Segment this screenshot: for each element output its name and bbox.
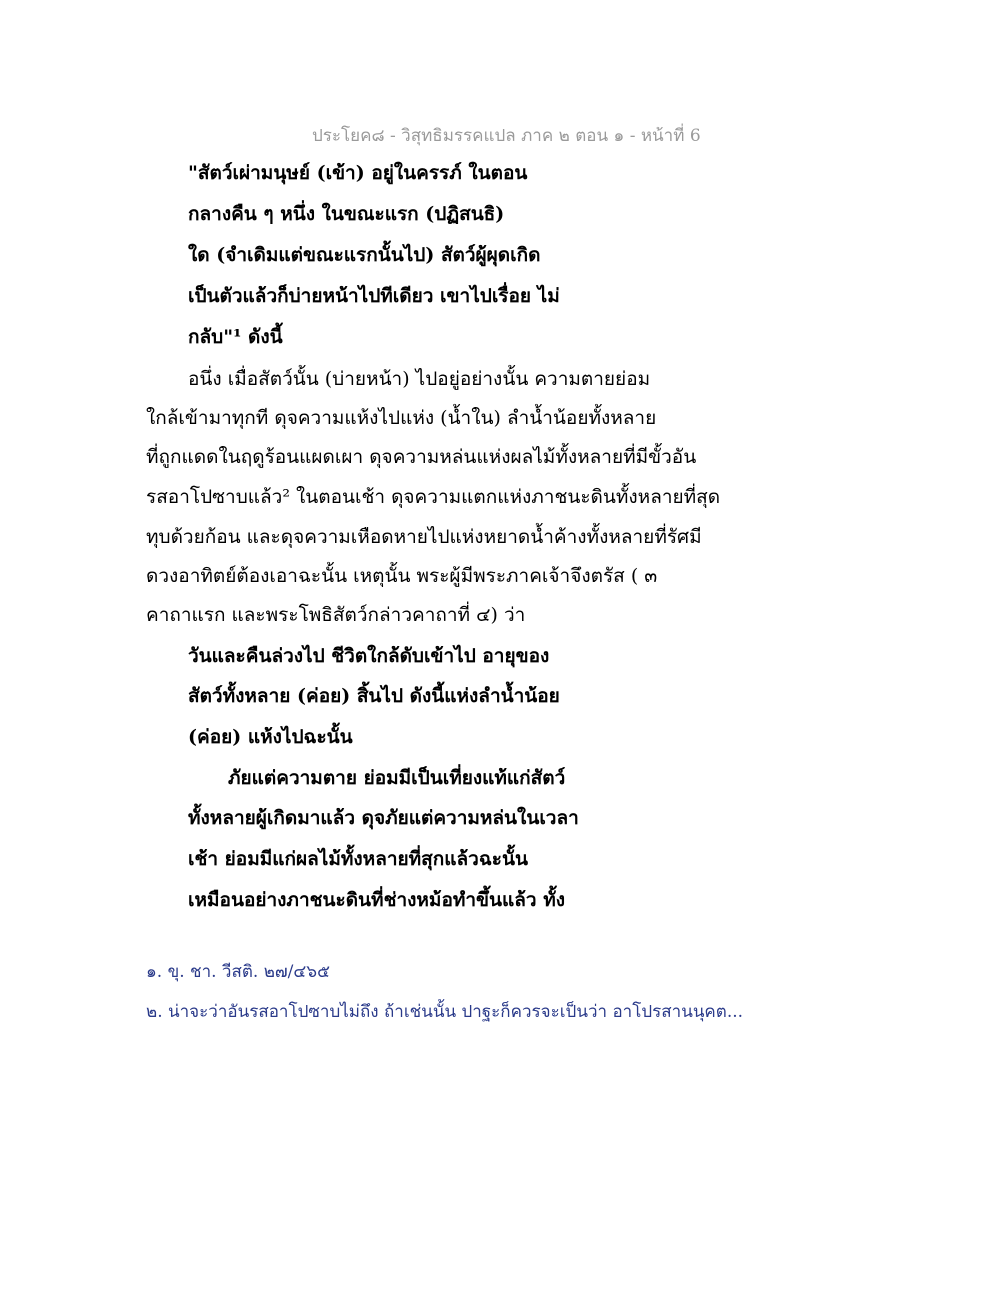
verse-line: ทั้งหลายผู้เกิดมาแล้ว ดุจภัยแต่ความหล่นในเวลา xyxy=(188,807,579,829)
verse-line: วันและคืนล่วงไป ชีวิตใกล้ดับเข้าไป อายุของ xyxy=(188,645,550,667)
prose-line: ทุบด้วยก้อน และดุจความเหือดหายไปแห่งหยาดน้ำค้างทั้งหลายที่รัศมี xyxy=(146,526,702,548)
verse-line: ใด (จำเดิมแต่ขณะแรกนั้นไป) สัตว์ผู้ผุดเกิด xyxy=(188,244,541,266)
verse-line: ภัยแต่ความตาย ย่อมมีเป็นเที่ยงแท้แก่สัตว์ xyxy=(228,767,566,789)
verse-line: เหมือนอย่างภาชนะดินที่ช่างหม้อทำขึ้นแล้ว ทั้ง xyxy=(188,889,566,911)
prose-line: ใกล้เข้ามาทุกที ดุจความแห้งไปแห่ง (น้ำใน) ลำน้ำน้อยทั้งหลาย xyxy=(146,407,657,429)
page-header: ประโยค๘ - วิสุทธิมรรคแปล ภาค ๒ ตอน ๑ - หน้าที่ 6 xyxy=(312,126,701,146)
verse-line: "สัตว์เผ่ามนุษย์ (เข้า) อยู่ในครรภ์ ในตอน xyxy=(188,162,528,184)
verse-line: กลับ"¹ ดังนี้ xyxy=(188,326,283,348)
verse-line: (ค่อย) แห้งไปฉะนั้น xyxy=(188,726,353,748)
verse-line: สัตว์ทั้งหลาย (ค่อย) สิ้นไป ดังนี้แห่งลำน้ำน้อย xyxy=(188,685,560,707)
verse-line: กลางคืน ๆ หนึ่ง ในขณะแรก (ปฏิสนธิ) xyxy=(188,203,505,225)
prose-line: อนึ่ง เมื่อสัตว์นั้น (บ่ายหน้า) ไปอยู่อย่างนั้น ความตายย่อม xyxy=(188,368,651,390)
prose-line: คาถาแรก และพระโพธิสัตว์กล่าวคาถาที่ ๔) ว่า xyxy=(146,604,526,626)
prose-line: ที่ถูกแดดในฤดูร้อนแผดเผา ดุจความหล่นแห่งผลไม้ทั้งหลายที่มีขั้วอัน xyxy=(146,446,697,468)
footnote: ๑. ขุ. ชา. วีสติ. ๒๗/๔๖๕ xyxy=(146,962,330,982)
prose-line: ดวงอาทิตย์ต้องเอาฉะนั้น เหตุนั้น พระผู้มีพระภาคเจ้าจึงตรัส ( ๓ xyxy=(146,565,658,587)
verse-line: เป็นตัวแล้วก็บ่ายหน้าไปทีเดียว เขาไปเรื่อย ไม่ xyxy=(188,285,560,307)
footnote: ๒. น่าจะว่าอันรสอาโปซาบไม่ถึง ถ้าเช่นนั้น ปาฐะก็ควรจะเป็นว่า อาโปรสานนุคต... xyxy=(146,1002,744,1022)
verse-line: เช้า ย่อมมีแก่ผลไม้ทั้งหลายที่สุกแล้วฉะนั้น xyxy=(188,848,528,870)
prose-line: รสอาโปซาบแล้ว² ในตอนเช้า ดุจความแตกแห่งภาชนะดินทั้งหลายที่สุด xyxy=(146,486,721,508)
